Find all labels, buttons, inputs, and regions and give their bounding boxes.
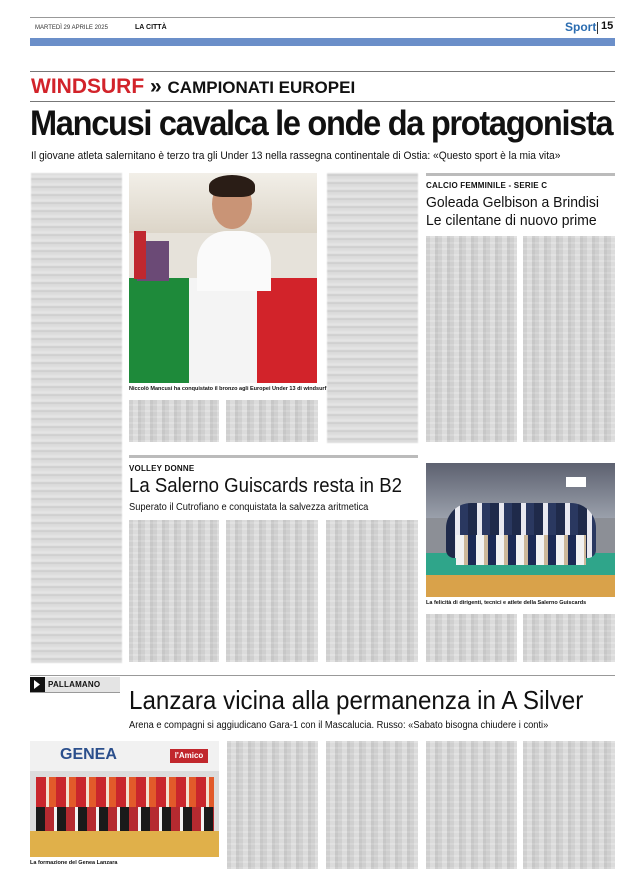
kicker-sport: WINDSURF xyxy=(31,75,145,98)
genea-banner: GENEA xyxy=(60,746,117,763)
pallamano-text-column-1 xyxy=(227,741,318,869)
calcio-headline-line2: Le cilentane di nuovo prime xyxy=(426,212,597,229)
lanzara-photo-caption: La formazione del Genea Lanzara xyxy=(30,860,118,866)
pallamano-text-column-4 xyxy=(523,741,615,869)
pallamano-top-rule xyxy=(30,675,615,676)
main-headline: Mancusi cavalca le onde da protagonista xyxy=(30,104,613,143)
kicker-bottom-rule xyxy=(30,101,615,102)
volley-text-column-3 xyxy=(326,520,418,662)
header-bar xyxy=(30,38,615,46)
volley-side-text-2 xyxy=(523,614,615,662)
calcio-kicker: CALCIO FEMMINILE - SERIE C xyxy=(426,181,548,190)
lanzara-team-photo xyxy=(30,741,219,857)
main-kicker xyxy=(31,75,355,99)
pallamano-text-column-2 xyxy=(326,741,418,869)
volley-text-column-1 xyxy=(129,520,219,662)
calcio-headline-line1: Goleada Gelbison a Brindisi xyxy=(426,194,599,211)
volley-photo-caption: La felicità di dirigenti, tecnici e atlete della Salerno Guiscards xyxy=(426,600,587,606)
kicker-rule xyxy=(30,71,615,72)
pallamano-tag-underline xyxy=(30,692,120,693)
main-text-column-3 xyxy=(327,173,418,443)
pallamano-headline: Lanzara vicina alla permanenza in A Silver xyxy=(129,685,584,715)
page-number: 15 xyxy=(601,20,614,32)
main-text-column-2a xyxy=(129,400,219,442)
pallamano-text-column-3 xyxy=(426,741,517,869)
calcio-text-column-2 xyxy=(523,236,615,442)
main-text-column-2b xyxy=(226,400,318,442)
main-subheadline: Il giovane atleta salernitano è terzo tra gli Under 13 nella rassegna continentale di Ostia: «Questo sport è la mia vita» xyxy=(31,150,561,162)
pallamano-tag-label: PALLAMANO xyxy=(48,680,101,689)
amico-banner: l'Amico xyxy=(170,749,208,763)
calcio-text-column-1 xyxy=(426,236,517,442)
header-top-rule xyxy=(30,17,615,18)
header-paper-name: LA CITTÀ xyxy=(135,24,167,31)
volley-top-rule xyxy=(129,455,418,458)
kicker-arrow: » xyxy=(150,75,162,98)
volley-team-photo xyxy=(426,463,615,597)
volley-kicker: VOLLEY DONNE xyxy=(129,464,195,473)
header-divider xyxy=(597,22,598,34)
pallamano-arrow-icon xyxy=(30,677,45,692)
volley-subheadline: Superato il Cutrofiano e conquistata la salvezza aritmetica xyxy=(129,502,369,513)
volley-headline: La Salerno Guiscards resta in B2 xyxy=(129,475,402,497)
header-section: Sport xyxy=(565,20,597,34)
volley-text-column-2 xyxy=(226,520,318,662)
mancusi-photo xyxy=(129,173,317,383)
pallamano-subheadline: Arena e compagni si aggiudicano Gara-1 con il Mascalucia. Russo: «Sabato bisogna chiudere i conti» xyxy=(129,720,549,731)
pallamano-tag xyxy=(30,677,120,692)
mancusi-photo-caption: Niccolò Mancusi ha conquistato il bronzo agli Europei Under 13 di windsurf xyxy=(129,386,327,392)
header-date: MARTEDÌ 29 APRILE 2025 xyxy=(35,25,108,31)
volley-side-text-1 xyxy=(426,614,517,662)
calcio-top-rule xyxy=(426,173,615,176)
kicker-event: CAMPIONATI EUROPEI xyxy=(167,78,356,97)
main-text-column-1 xyxy=(31,173,122,663)
